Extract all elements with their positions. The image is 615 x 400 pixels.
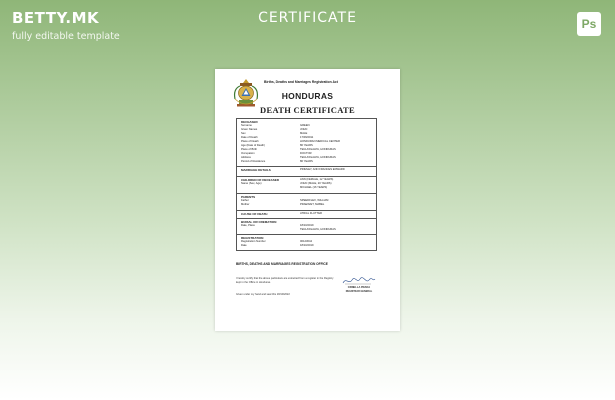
table-section bbox=[237, 194, 376, 211]
row-label: Period of Residence bbox=[241, 160, 266, 163]
row-label: Given Names bbox=[241, 128, 258, 131]
row-label: CAUSE OF DEATH bbox=[241, 212, 268, 216]
row-value: 18/10/2019 bbox=[300, 224, 314, 227]
row-value: JOHN (MALE, 20 YEARS) bbox=[300, 182, 332, 185]
row-label: Date of Death bbox=[241, 136, 258, 139]
row-label: Surname bbox=[241, 124, 252, 127]
row-value: TEGUCIGALPA, HONDURAS bbox=[300, 148, 336, 151]
row-label: Name (Sex, Age) bbox=[241, 182, 262, 185]
row-label: CHILDREN OF DECEASED bbox=[241, 178, 280, 182]
row-value: JOHN bbox=[300, 128, 308, 131]
row-value: PRIMLEY, ANN FRANCES EDWARD bbox=[300, 168, 345, 171]
row-label: REGISTRATION bbox=[241, 236, 264, 240]
row-value: ATRIAL FLUTTER bbox=[300, 212, 322, 215]
table-row bbox=[237, 228, 376, 232]
table-section bbox=[237, 219, 376, 235]
certificate-title: DEATH CERTIFICATE bbox=[260, 105, 355, 115]
row-value: PRAEWAIT, MABEL bbox=[300, 203, 325, 206]
row-label: Place of Birth bbox=[241, 148, 257, 151]
table-row bbox=[237, 203, 376, 207]
photoshop-icon: Ps bbox=[577, 12, 601, 36]
signatory-name: ORNELLA PRADA bbox=[347, 286, 371, 289]
signatory-role: REGISTRAR GENERAL bbox=[345, 290, 373, 293]
row-value: TEGUCIGALPA, HONDURAS bbox=[300, 228, 336, 231]
table-row bbox=[237, 244, 376, 248]
row-label: Date, Place bbox=[241, 224, 255, 227]
row-value: GREEN bbox=[300, 124, 310, 127]
table-section bbox=[237, 119, 376, 167]
row-label: Occupation bbox=[241, 152, 255, 155]
row-value: DOCTOR bbox=[300, 152, 312, 155]
table-section bbox=[237, 211, 376, 219]
table-row bbox=[237, 160, 376, 164]
row-value: HONDURAN MEDICAL CENTER bbox=[300, 140, 340, 143]
table-section bbox=[237, 235, 376, 252]
row-label: PARENTS bbox=[241, 195, 256, 199]
brand-logo: BETTY.MK bbox=[12, 9, 100, 27]
row-label: Sex bbox=[241, 132, 246, 135]
row-label: Place of Death bbox=[241, 140, 259, 143]
registration-office: BIRTHS, DEATHS AND MARRIAGES REGISTRATION OFFICE bbox=[236, 262, 328, 266]
row-value: MICHAEL (16 YEARS) bbox=[300, 186, 328, 189]
signature-icon bbox=[341, 276, 377, 286]
row-label: DECEASED bbox=[241, 120, 258, 124]
table-section bbox=[237, 177, 376, 194]
row-value: 00123044 bbox=[300, 240, 312, 243]
row-label: Address bbox=[241, 156, 251, 159]
row-label: BURIAL OR CREMATION bbox=[241, 220, 277, 224]
table-row bbox=[237, 168, 376, 172]
country-name: HONDURAS bbox=[281, 91, 334, 101]
row-value: 17/09/2011 bbox=[300, 136, 314, 139]
row-value: ANN (FEMALE, 12 YEARS) bbox=[300, 178, 334, 181]
row-value: 80 YEARS bbox=[300, 144, 313, 147]
row-label: Mother bbox=[241, 203, 250, 206]
issued-text: Given under my hand and seal this 18/10/2022 bbox=[236, 293, 290, 296]
row-value: MALE bbox=[300, 132, 308, 135]
details-table bbox=[236, 118, 377, 251]
row-value: 80 YEARS bbox=[300, 160, 313, 163]
page-title: CERTIFICATE bbox=[258, 10, 357, 26]
table-row bbox=[237, 212, 376, 216]
act-title: Births, Deaths and Marriages Registration Act bbox=[264, 80, 338, 84]
row-value: SPEEDFLEX, WILLIAM bbox=[300, 199, 329, 202]
certification-text: I hereby certify that the above particulars are extracted from a register in the Registry kept in the Office in Honduras. bbox=[236, 277, 334, 284]
row-label: MARRIAGE DETAILS bbox=[241, 168, 271, 172]
brand-tagline: fully editable template bbox=[12, 31, 120, 42]
table-row bbox=[237, 186, 376, 190]
row-label: Registration Number bbox=[241, 240, 266, 243]
table-section bbox=[237, 167, 376, 177]
row-label: Age (Date of Death) bbox=[241, 144, 265, 147]
row-value: 18/10/2019 bbox=[300, 244, 314, 247]
row-label: Father bbox=[241, 199, 249, 202]
row-value: TEGUCIGALPA, HONDURAS bbox=[300, 156, 336, 159]
certificate-document bbox=[215, 69, 400, 331]
row-label: Date bbox=[241, 244, 247, 247]
